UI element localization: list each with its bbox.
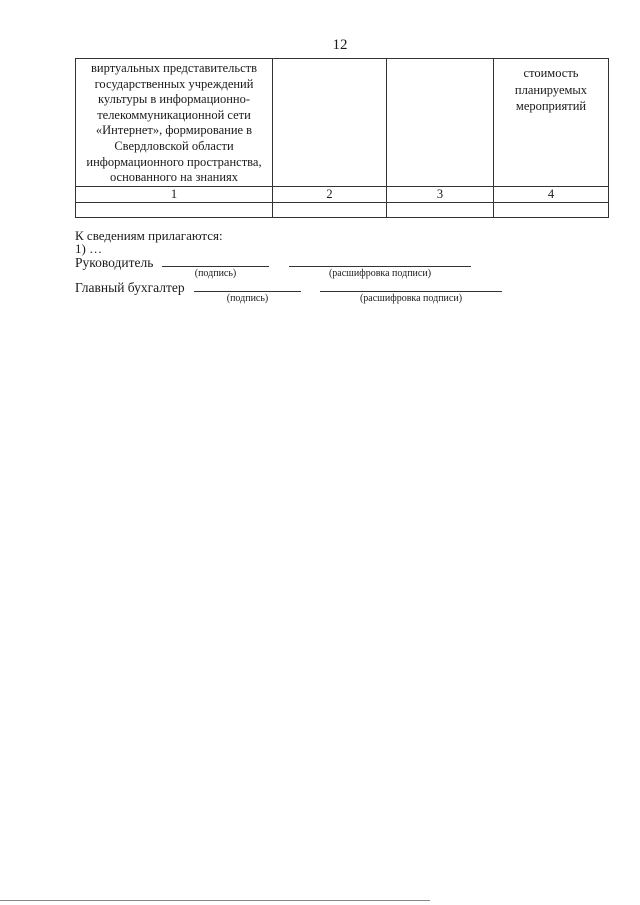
table-cell [387,202,494,217]
column-number-row [76,186,609,202]
table-cell [273,202,387,217]
attachments-label: К сведениям прилагаются: [75,228,223,243]
header-cell-2 [273,59,387,187]
table-row [76,202,609,217]
attachments-item: 1) … [75,241,103,256]
page-number: 12 [332,37,348,53]
head-signature-line [162,266,269,267]
header-cell-3 [387,59,494,187]
chief-accountant-signature-line [194,291,301,292]
form-table [75,58,609,218]
chief-accountant-signature-hint: (подпись) [226,293,269,304]
column-number-4: 4 [494,186,609,202]
table-cell [76,202,273,217]
table-header-row [76,59,609,187]
chief-accountant-decoding-hint: (расшифровка подписи) [359,293,463,304]
header-cell-1 [76,59,273,187]
head-signature-label: Руководитель [75,255,154,270]
page-bottom-rule [0,900,430,901]
header-cell-4-text: стоимость планируемых мероприятий [514,66,588,113]
head-decoding-hint: (расшифровка подписи) [328,268,432,279]
head-signature-hint: (подпись) [194,268,237,279]
head-decoding-line [289,266,471,267]
column-number-2: 2 [273,186,387,202]
header-cell-1-text: виртуальных представительств государственных учреждений культуры в информационно-телекоммуникационной сети «Интернет», формирование в Свердловской области информационного пространства, основанного на знаниях [86,61,262,185]
column-number-1: 1 [76,186,273,202]
header-cell-4 [494,59,609,187]
chief-accountant-signature-label: Главный бухгалтер [75,280,185,295]
table-cell [494,202,609,217]
column-number-3: 3 [387,186,494,202]
chief-accountant-decoding-line [320,291,502,292]
